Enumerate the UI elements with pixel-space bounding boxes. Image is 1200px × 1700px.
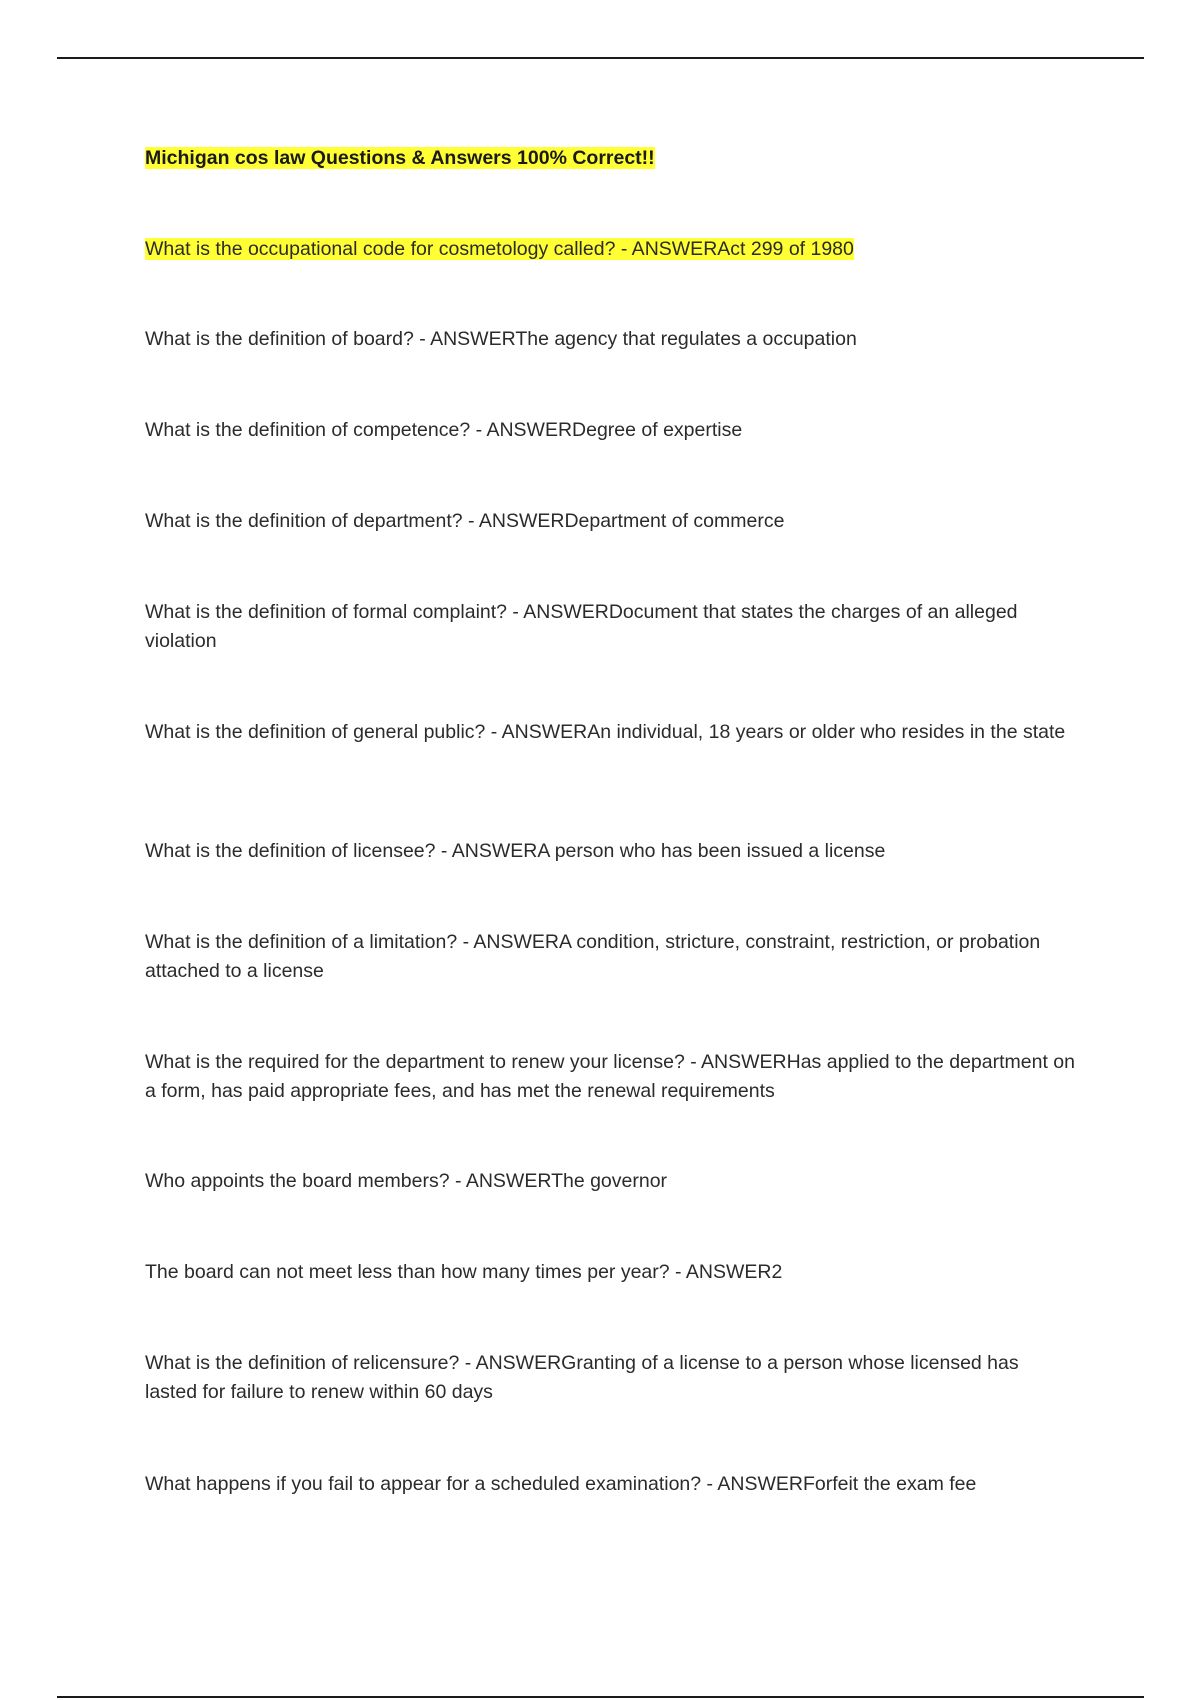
qa-entry: The board can not meet less than how many times per year? - ANSWER2	[145, 1261, 783, 1283]
qa-entry: What is the definition of licensee? - ANSWERA person who has been issued a license	[145, 840, 886, 862]
qa-entry: Who appoints the board members? - ANSWERThe governor	[145, 1170, 668, 1192]
qa-entry: What is the definition of formal complaint? - ANSWERDocument that states the charges of an alleged violation	[145, 601, 1018, 652]
qa-entry: What is the definition of general public? - ANSWERAn individual, 18 years or older who resides in the state	[145, 721, 1066, 743]
document-title	[145, 144, 1075, 173]
qa-entry	[145, 235, 1075, 264]
qa-entry: What is the required for the department to renew your license? - ANSWERHas applied to the department on a form, has paid appropriate fees, and has met the renewal requirements	[145, 1051, 1075, 1102]
header-rule	[57, 57, 1144, 59]
qa-entry: What is the definition of board? - ANSWERThe agency that regulates a occupation	[145, 328, 857, 350]
qa-entry: What is the definition of department? - ANSWERDepartment of commerce	[145, 510, 785, 532]
title-highlight: Michigan cos law Questions & Answers 100% Correct!!	[145, 147, 655, 169]
qa-entry-highlight: What is the occupational code for cosmetology called? - ANSWERAct 299 of 1980	[145, 238, 854, 260]
qa-entry: What is the definition of competence? - ANSWERDegree of expertise	[145, 419, 743, 441]
footer-rule	[57, 1696, 1144, 1698]
qa-entry: What is the definition of a limitation? - ANSWERA condition, stricture, constraint, restriction, or probation attached to a license	[145, 931, 1041, 982]
qa-entry: What is the definition of relicensure? - ANSWERGranting of a license to a person whose licensed has lasted for failure to renew within 60 days	[145, 1352, 1019, 1403]
qa-entry: What happens if you fail to appear for a scheduled examination? - ANSWERForfeit the exam fee	[145, 1473, 977, 1495]
